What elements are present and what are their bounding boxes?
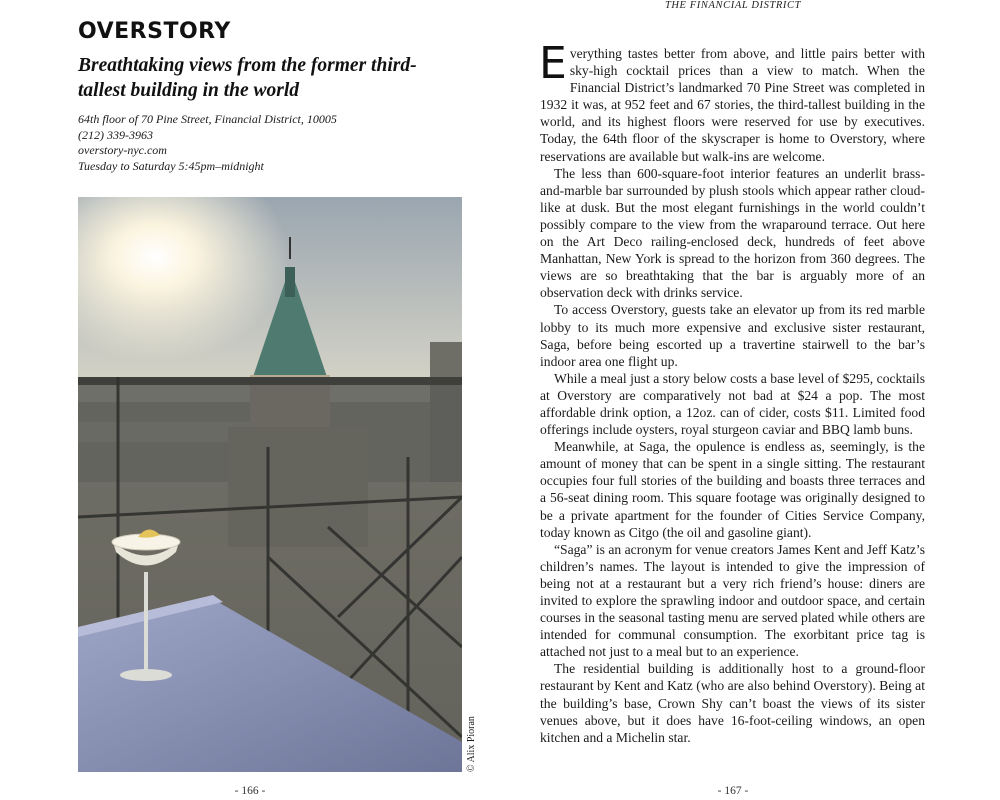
paragraph: “Saga” is an acronym for venue creators James Kent and Jeff Katz’s children’s names. The layout is intended to give the impression of being not at a restaurant but a very rich friend’s house: diners are invited to explore the sprawling indoor and outdoor space, and certain courses in the seasonal tasting menu are served plated while others are intended for communal consumption. The exorbitant price tag is attached not just to a meal but to an experience. bbox=[540, 541, 925, 660]
paragraph: While a meal just a story below costs a base level of $295, cocktails at Overstory are comparatively not bad at $24 a pop. The most affordable drink option, a 12oz. can of cider, costs $11. Limited food offerings include oysters, royal sturgeon caviar and BBQ lamb buns. bbox=[540, 370, 925, 438]
paragraph bbox=[539, 38, 925, 165]
article-body bbox=[539, 38, 925, 746]
paragraph: The residential building is additionally host to a ground-floor restaurant by Kent and Katz (who are also behind Overstory). Being at the building’s base, Crown Shy can’t boast the views of its sister venues above, but it does have 16-foot-ceiling windows, an open kitchen and a Michelin star. bbox=[540, 661, 925, 745]
paragraph: Meanwhile, at Saga, the opulence is endless as, seemingly, is the amount of money that can be spent in a single sitting. The restaurant occupies four full stories of the building and boasts three terraces and a 56-seat dining room. This square footage was originally designed to be a private apartment for the founder of Cities Service Company, today known as Citgo (the oil and gasoline giant). bbox=[540, 439, 925, 540]
venue-info bbox=[78, 112, 468, 174]
venue-phone: (212) 339-3963 bbox=[78, 127, 153, 142]
paragraph: To access Overstory, guests take an elevator up from its red marble lobby to its much more expensive and exclusive sister restaurant, Saga, before being escorted up a travertine stairwell to the bar’s indoor area one flight up. bbox=[540, 302, 925, 369]
venue-address: 64th floor of 70 Pine Street, Financial District, 10005 bbox=[78, 112, 337, 126]
venue-website: overstory-nyc.com bbox=[78, 143, 167, 157]
photo-credit: © Alix Pioran bbox=[466, 716, 477, 772]
page-number-right: - 167 - bbox=[717, 785, 749, 797]
paragraph: The less than 600-square-foot interior features an underlit brass-and-marble bar surrounded by plush stools which appear rather cloud-like at dusk. But the most elegant furnishings in the world couldn’t possibly compare to the view from the wraparound terrace. Out here on the Art Deco railing-enclosed deck, hundreds of feet above Manhattan, New York is spread to the horizon from 360 degrees. The views are so breathtaking that the bar is arguably more of an observation deck with drinks service. bbox=[540, 165, 925, 301]
right-page bbox=[500, 0, 1000, 800]
rooftop-photo bbox=[78, 197, 462, 772]
running-head: THE FINANCIAL DISTRICT bbox=[664, 0, 802, 11]
venue-title: OVERSTORY bbox=[78, 19, 231, 44]
page-number-left: - 166 - bbox=[234, 785, 266, 797]
drop-cap: E bbox=[539, 38, 567, 89]
venue-subtitle: Breathtaking views from the former third-tallest building in the world bbox=[78, 55, 417, 101]
paragraph-text: verything tastes better from above, and little pairs better with sky-high cocktail prices than a view to match. When the Financial District’s landmarked 70 Pine Street was completed in 1932 it was, at 952 feet and 67 stories, the third-tallest building in the world, and its highest floors were reserved for use by executives. Today, the 64th floor of the skyscraper is home to Overstory, where reservations are available but walk-ins are welcome. bbox=[540, 46, 925, 164]
venue-hours: Tuesday to Saturday 5:45pm–midnight bbox=[78, 158, 264, 173]
